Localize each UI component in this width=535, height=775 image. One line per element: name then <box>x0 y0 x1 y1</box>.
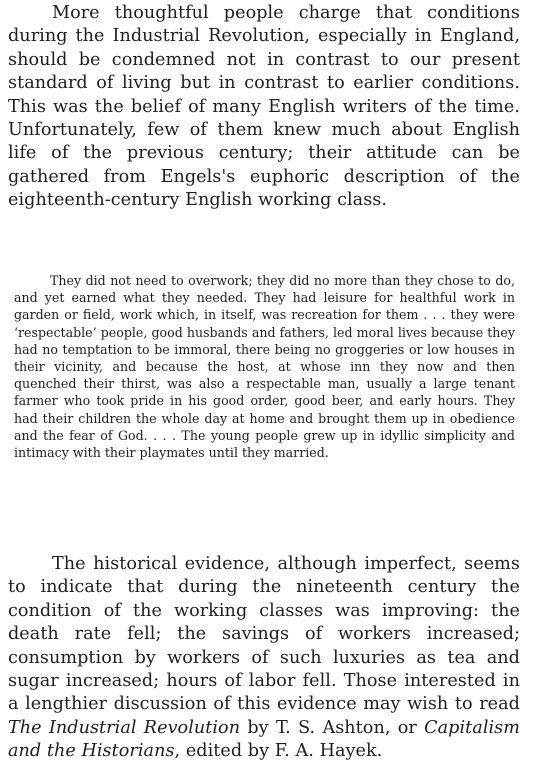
paragraph-text: by T. S. Ashton, or <box>240 717 425 738</box>
paragraph-text: More thoughtful people charge that conditions during the Industrial Revolution, especially in England, should be condemned not in contrast to our present standard of living but in contrast to earlier conditions. This was the belief of many English writers of the time. Unfortunately, few of them knew much about English life of the previous century; their attitude can be gathered from Engels's euphoric description of the eighteenth-century English working class. <box>8 3 520 211</box>
book-title-hayek: Capitalism and the Historians <box>8 717 520 762</box>
paragraph-text: , edited by F. A. Hayek. <box>174 741 383 762</box>
body-paragraph <box>8 2 520 213</box>
book-title-ashton: The Industrial Revolution <box>8 717 241 738</box>
quote-text: They did not need to overwork; they did no more than they chose to do, and yet earned what they needed. They had leisure for healthful work in garden or field, work which, in itself, was recreation for them . . . they were ‘respectable’ people, good husbands and fathers, led moral lives because they had no temptation to be immoral, there being no groggeries or low houses in their vicinity, and because the host, at whose inn they now and then quenched their thirst, was also a respectable man, usually a large tenant farmer who took pride in his good order, good beer, and early hours. They had their children the whole day at home and brought them up in obedience and the fear of God. . . . The young people grew up in idyllic simplicity and intimacy with their playmates until they married. <box>14 273 515 461</box>
block-quote <box>14 272 515 461</box>
body-paragraph-2 <box>8 553 520 764</box>
paragraph-text: The historical evidence, although imperfect, seems to indicate that during the nineteenth century the condition of the working classes was improving: the death rate fell; the savings of workers increased; consumption by workers of such luxuries as tea and sugar increased; hours of labor fell. Those interested in a lengthier discussion of this evidence may wish to read <box>8 554 520 715</box>
